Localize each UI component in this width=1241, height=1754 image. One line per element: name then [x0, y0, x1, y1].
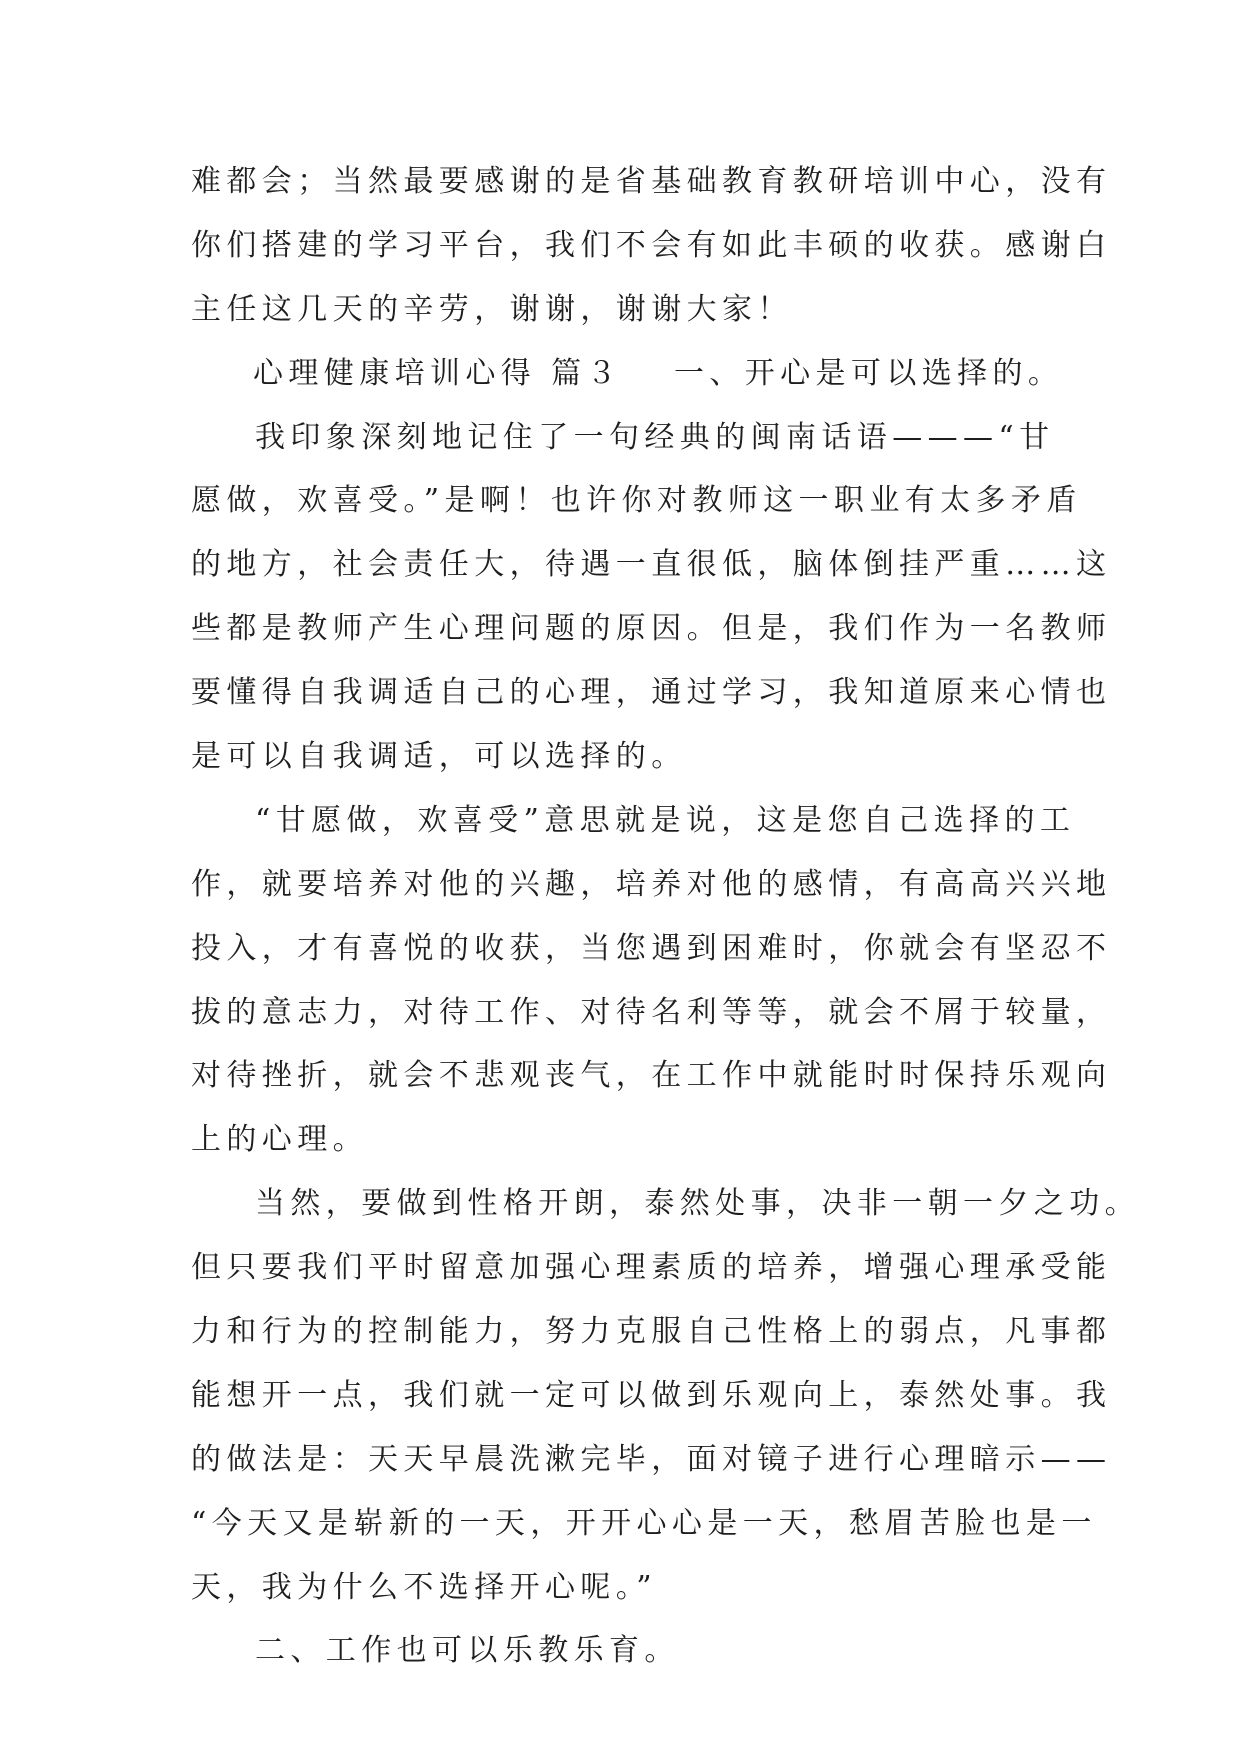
text-line: 但只要我们平时留意加强心理素质的培养，增强心理承受能	[191, 1250, 1112, 1286]
text-line: 天，我为什么不选择开心呢。”	[191, 1569, 657, 1605]
text-line: 的地方，社会责任大，待遇一直很低，脑体倒挂严重……这	[191, 547, 1112, 583]
text-line: 对待挫折，就会不悲观丧气，在工作中就能时时保持乐观向	[191, 1058, 1112, 1094]
text-line: 作，就要培养对他的兴趣，培养对他的感情，有高高兴兴地	[191, 866, 1112, 902]
text-line: 是可以自我调适，可以选择的。	[191, 739, 687, 775]
text-line: 当然，要做到性格开朗，泰然处事，决非一朝一夕之功。	[255, 1186, 1140, 1222]
text-line: “甘愿做，欢喜受”意思就是说，这是您自己选择的工	[255, 802, 1076, 838]
paragraph-1	[191, 150, 1112, 342]
text-line: 能想开一点，我们就一定可以做到乐观向上，泰然处事。我	[191, 1377, 1112, 1413]
text-line: 你们搭建的学习平台，我们不会有如此丰硕的收获。感谢白	[191, 227, 1112, 263]
section-subtitle: 一、开心是可以选择的。	[673, 355, 1064, 391]
section-heading	[191, 342, 1064, 406]
section-title: 心理健康培训心得 篇３	[253, 355, 622, 391]
paragraph-5	[191, 1619, 1051, 1683]
paragraph-2	[191, 406, 1112, 789]
text-line: 二、工作也可以乐教乐育。	[255, 1633, 680, 1669]
text-line: 投入，才有喜悦的收获，当您遇到困难时，你就会有坚忍不	[191, 930, 1112, 966]
text-line: 我印象深刻地记住了一句经典的闽南话语———“甘	[255, 419, 1055, 455]
text-line: 拔的意志力，对待工作、对待名利等等，就会不屑于较量，	[191, 994, 1112, 1030]
paragraph-3	[191, 789, 1112, 1172]
text-line: 的做法是：天天早晨洗漱完毕，面对镜子进行心理暗示——	[191, 1441, 1112, 1477]
document-body	[191, 150, 1140, 1683]
text-line: 愿做，欢喜受。”是啊！也许你对教师这一职业有太多矛盾	[191, 483, 1082, 519]
text-line: 要懂得自我调适自己的心理，通过学习，我知道原来心情也	[191, 675, 1112, 711]
paragraph-4	[191, 1172, 1140, 1619]
text-line: “今天又是崭新的一天，开开心心是一天，愁眉苦脸也是一	[191, 1505, 1097, 1541]
text-line: 难都会；当然最要感谢的是省基础教育教研培训中心，没有	[191, 164, 1112, 199]
text-line: 些都是教师产生心理问题的原因。但是，我们作为一名教师	[191, 611, 1112, 647]
text-line: 上的心理。	[191, 1122, 368, 1158]
text-line: 主任这几天的辛劳，谢谢，谢谢大家！	[191, 291, 793, 327]
text-line: 力和行为的控制能力，努力克服自己性格上的弱点，凡事都	[191, 1314, 1112, 1350]
